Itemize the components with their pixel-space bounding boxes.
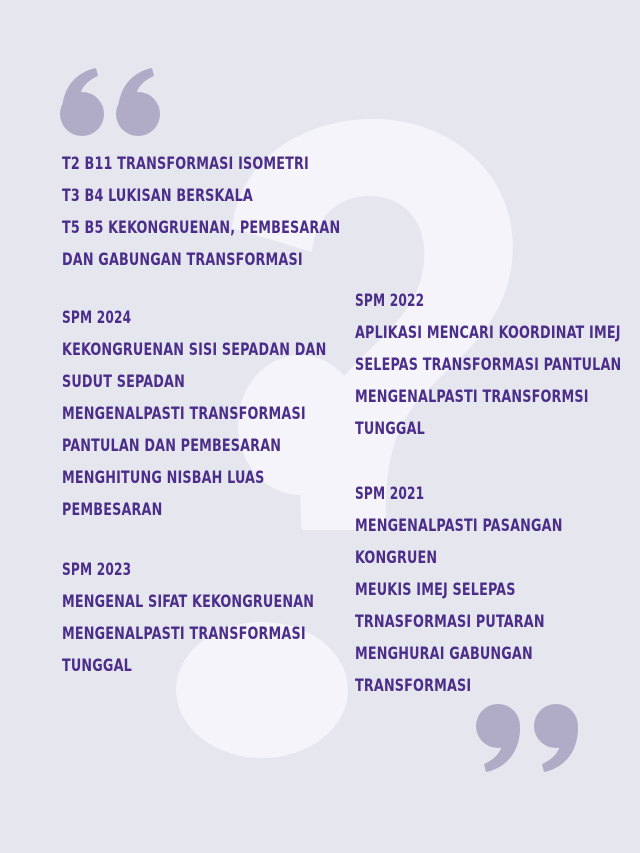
section-line: SELEPAS TRANSFORMASI PANTULAN: [355, 355, 622, 374]
spm-2024-section: [62, 302, 369, 526]
topic-list: [62, 148, 386, 276]
section-line: MEUKIS IMEJ SELEPAS: [355, 580, 516, 599]
section-line: APLIKASI MENCARI KOORDINAT IMEJ: [355, 323, 621, 342]
section-line: TRANSFORMASI: [355, 676, 472, 695]
section-line: KEKONGRUENAN SISI SEPADAN DAN: [62, 340, 327, 359]
close-quote-icon: [472, 700, 584, 776]
section-line: MENGENALPASTI TRANSFORMASI: [62, 404, 306, 423]
spm-2021-section: [355, 478, 596, 702]
section-line: MENGENALPASTI TRANSFORMSI: [355, 387, 589, 406]
section-line: PANTULAN DAN PEMBESARAN: [62, 436, 282, 455]
topic-line: T5 B5 KEKONGRUENAN, PEMBESARAN: [62, 218, 341, 237]
section-line: SUDUT SEPADAN: [62, 372, 185, 391]
topic-line: T3 B4 LUKISAN BERSKALA: [62, 186, 253, 205]
section-line: MENGENALPASTI PASANGAN: [355, 516, 563, 535]
spm-2023-section: [62, 554, 355, 682]
section-title: SPM 2021: [355, 484, 425, 503]
spm-2022-section: [355, 285, 640, 445]
section-line: MENGENALPASTI TRANSFORMASI: [62, 624, 306, 643]
section-line: KONGRUEN: [355, 548, 438, 567]
section-line: TRNASFORMASI PUTARAN: [355, 612, 545, 631]
section-title: SPM 2022: [355, 291, 425, 310]
section-line: MENGHURAI GABUNGAN: [355, 644, 533, 663]
open-quote-icon: [58, 64, 168, 140]
section-line: TUNGGAL: [355, 419, 425, 438]
section-title: SPM 2024: [62, 308, 132, 327]
section-line: MENGENAL SIFAT KEKONGRUENAN: [62, 592, 315, 611]
section-line: TUNGGAL: [62, 656, 132, 675]
section-line: PEMBESARAN: [62, 500, 163, 519]
section-title: SPM 2023: [62, 560, 132, 579]
topic-line: T2 B11 TRANSFORMASI ISOMETRI: [62, 154, 309, 173]
section-line: MENGHITUNG NISBAH LUAS: [62, 468, 265, 487]
topic-line: DAN GABUNGAN TRANSFORMASI: [62, 250, 303, 269]
